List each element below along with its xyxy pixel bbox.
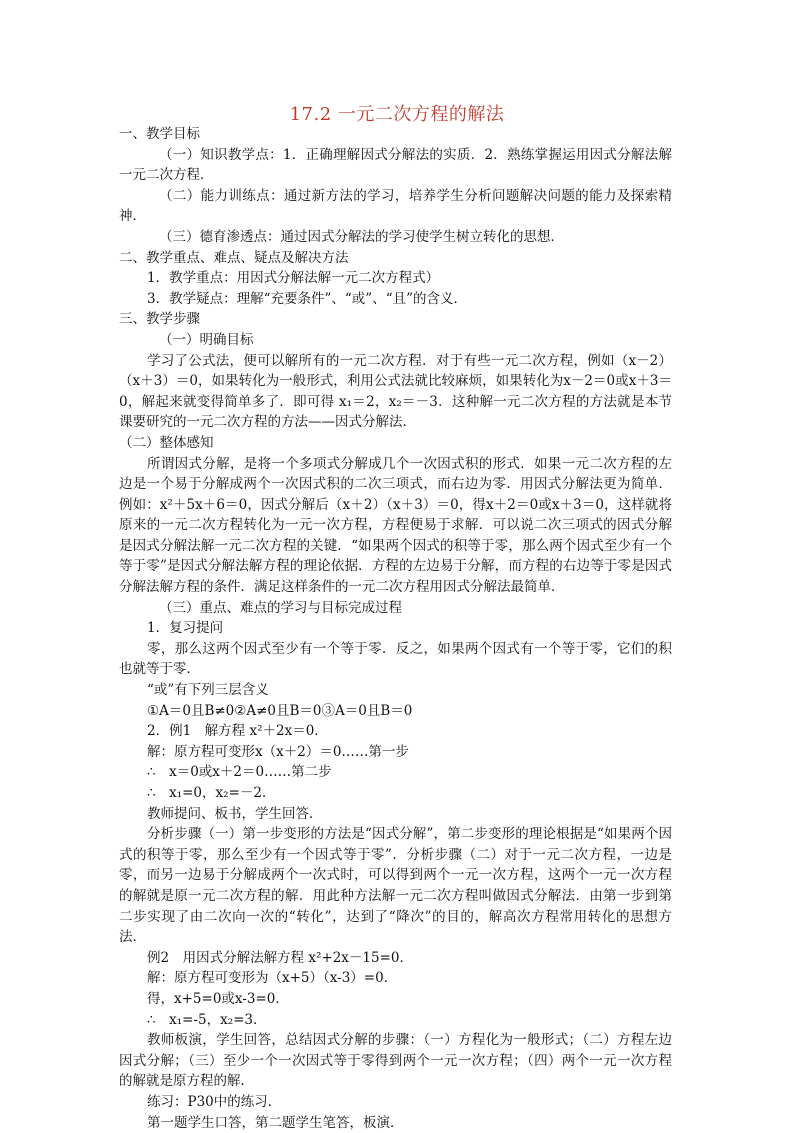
paragraph: ①A＝0且B≠0②A≠0且B＝0③A＝0且B＝0 bbox=[119, 701, 672, 722]
paragraph: 一、教学目标 bbox=[119, 124, 672, 145]
document-body bbox=[119, 124, 672, 1133]
paragraph: （三）德育渗透点：通过因式分解法的学习使学生树立转化的思想． bbox=[119, 227, 672, 248]
paragraph: 教师提问、板书，学生回答． bbox=[119, 804, 672, 825]
paragraph: 分析步骤（一）第一步变形的方法是“因式分解”，第二步变形的理论根据是“如果两个因式的积等于零，那么至少有一个因式等于零”．分析步骤（二）对于一元二次方程，一边是零，而另一边易于分解成两个一次式时，可以得到两个一元一次方程，这两个一元一次方程的解就是原一元二次方程的解．用此种方法解一元二次方程叫做因式分解法．由第一步到第二步实现了由二次向一次的“转化”，达到了“降次”的目的，解高次方程常用转化的思想方法． bbox=[119, 824, 672, 948]
paragraph: 解：原方程可变形为（x+5）（x-3）=0． bbox=[119, 968, 672, 989]
document-title: 17.2 一元二次方程的解法 bbox=[0, 100, 794, 126]
paragraph: 3．教学疑点：理解“充要条件”、“或”、“且”的含义． bbox=[119, 289, 672, 310]
paragraph: 解：原方程可变形x（x＋2）＝0……第一步 bbox=[119, 742, 672, 763]
paragraph: 零，那么这两个因式至少有一个等于零．反之，如果两个因式有一个等于零，它们的积也就等于零． bbox=[119, 639, 672, 680]
paragraph: 2．例1 解方程 x²＋2x＝0． bbox=[119, 721, 672, 742]
paragraph: （一）知识教学点：1．正确理解因式分解法的实质．2．熟练掌握运用因式分解法解一元二次方程． bbox=[119, 145, 672, 186]
paragraph: 三、教学步骤 bbox=[119, 309, 672, 330]
paragraph: 练习：P30中的练习． bbox=[119, 1092, 672, 1113]
paragraph: （三）重点、难点的学习与目标完成过程 bbox=[119, 598, 672, 619]
paragraph: ∴ x₁=-5，x₂=3． bbox=[119, 1010, 672, 1031]
paragraph: 二、教学重点、难点、疑点及解决方法 bbox=[119, 248, 672, 269]
paragraph: 学习了公式法，便可以解所有的一元二次方程．对于有些一元二次方程，例如（x－2）（x＋3）＝0，如果转化为一般形式，利用公式法就比较麻烦，如果转化为x－2＝0或x＋3＝0，解起来就变得简单多了．即可得 x₁＝2，x₂＝－3．这种解一元二次方程的方法就是本节课要研究的一元二次方程的方法——因式分解法． bbox=[119, 351, 672, 433]
paragraph: （二）整体感知 bbox=[119, 433, 672, 454]
paragraph: （一）明确目标 bbox=[119, 330, 672, 351]
paragraph: ∴ x₁=0，x₂=－2． bbox=[119, 783, 672, 804]
paragraph: 1．复习提问 bbox=[119, 618, 672, 639]
paragraph: “或”有下列三层含义 bbox=[119, 680, 672, 701]
paragraph: 教师板演，学生回答，总结因式分解的步骤：（一）方程化为一般形式；（二）方程左边因式分解；（三）至少一个一次因式等于零得到两个一元一次方程；（四）两个一元一次方程的解就是原方程的解． bbox=[119, 1030, 672, 1092]
paragraph: 第一题学生口答，第二题学生笔答，板演． bbox=[119, 1113, 672, 1133]
paragraph: 得，x+5=0或x-3=0． bbox=[119, 989, 672, 1010]
paragraph: ∴ x＝0或x＋2＝0……第二步 bbox=[119, 762, 672, 783]
paragraph: 例2 用因式分解法解方程 x²+2x－15=0． bbox=[119, 948, 672, 969]
paragraph: 1．教学重点：用因式分解法解一元二次方程式） bbox=[119, 268, 672, 289]
paragraph: 所谓因式分解，是将一个多项式分解成几个一次因式积的形式．如果一元二次方程的左边是一个易于分解成两个一次因式积的二次三项式，而右边为零．用因式分解法更为简单．例如：x²＋5x＋6＝0，因式分解后（x＋2）（x＋3）＝0，得x＋2＝0或x＋3＝0，这样就将原来的一元二次方程转化为一元一次方程，方程便易于求解．可以说二次三项式的因式分解是因式分解法解一元二次方程的关键．“如果两个因式的积等于零，那么两个因式至少有一个等于零”是因式分解法解方程的理论依据．方程的左边易于分解，而方程的右边等于零是因式分解法解方程的条件．满足这样条件的一元二次方程用因式分解法最简单． bbox=[119, 454, 672, 598]
paragraph: （二）能力训练点：通过新方法的学习，培养学生分析问题解决问题的能力及探索精神． bbox=[119, 186, 672, 227]
